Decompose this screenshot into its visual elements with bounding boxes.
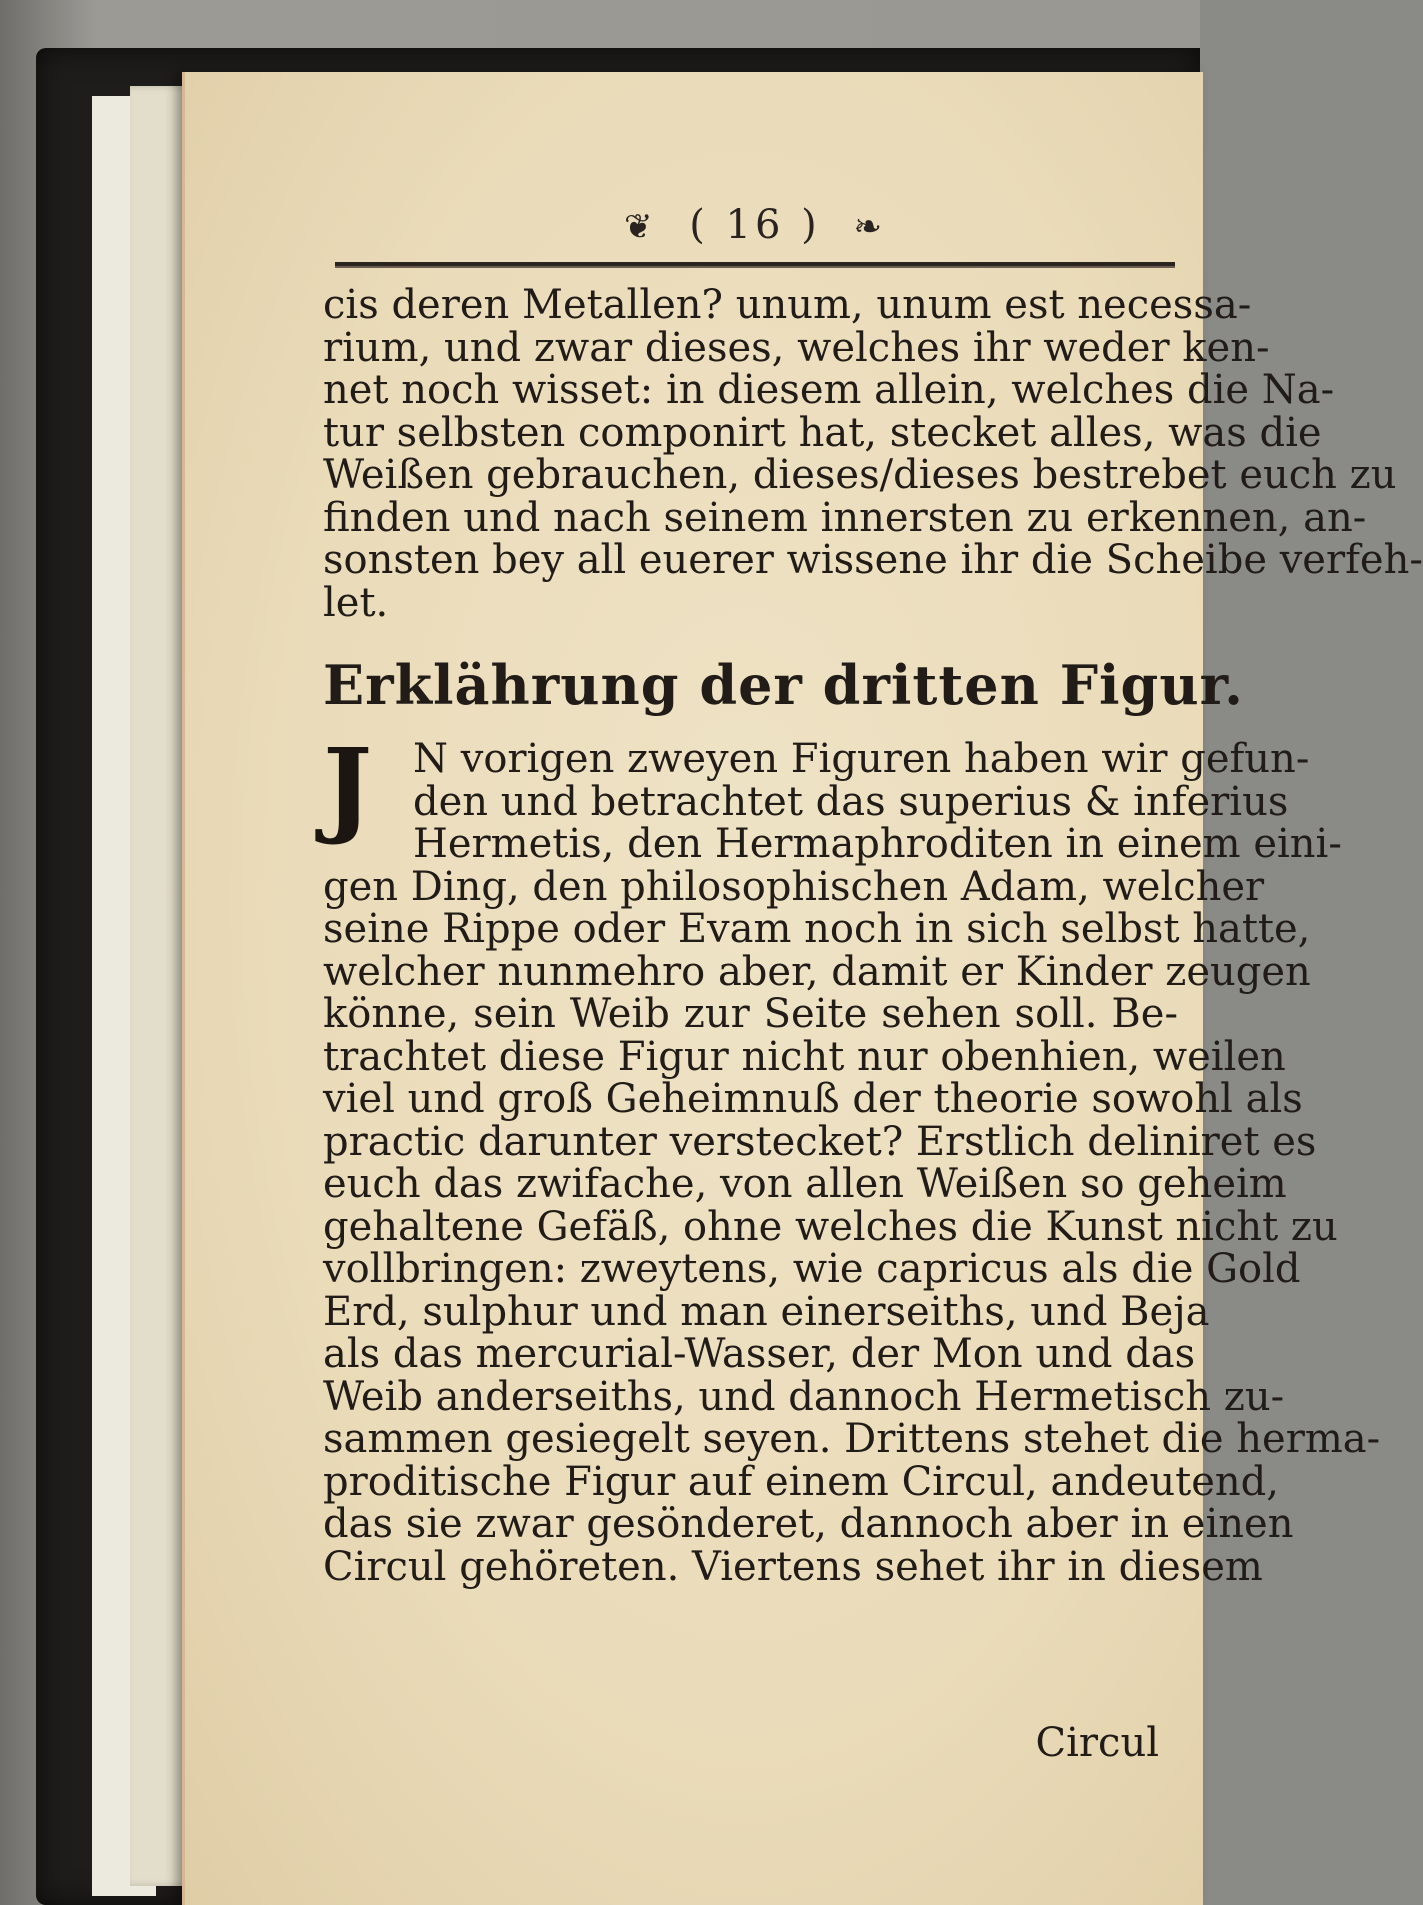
text-line: practic darunter verstecket? Erstlich deliniret es	[323, 1118, 1317, 1165]
text-line: vollbringen: zweytens, wie capricus als die Gold	[323, 1246, 1301, 1292]
text-line: gen Ding, den philosophischen Adam, welcher	[323, 863, 1265, 910]
text-line: Erd, sulphur und man einerseiths, und Beja	[323, 1288, 1210, 1335]
ornament-left-icon: ❦	[624, 207, 657, 247]
text-line: Hermetis, den Hermaphroditen in einem eini-	[413, 821, 1342, 867]
catchword: Circul	[1035, 1720, 1159, 1766]
text-line: Weißen gebrauchen, dieses/dieses bestrebet euch zu	[323, 452, 1397, 498]
body-text	[323, 282, 1423, 1590]
text-line: das sie zwar gesönderet, dannoch aber in einen	[323, 1501, 1294, 1547]
header-rule	[335, 262, 1175, 268]
text-line: als das mercurial-Wasser, der Mon und das	[323, 1331, 1196, 1377]
text-line: sammen gesiegelt seyen. Drittens stehet die herma-	[323, 1416, 1381, 1462]
text-line: N vorigen zweyen Figuren haben wir gefun-	[413, 736, 1310, 782]
text-line: welcher nunmehro aber, damit er Kinder zeugen	[323, 948, 1311, 995]
text-line: viel und groß Geheimnuß der theorie sowohl als	[323, 1076, 1303, 1122]
text-line: finden und nach seinem innersten zu erkennen, an-	[323, 494, 1367, 541]
text-line: sonsten bey all euerer wissene ihr die Scheibe verfeh-	[323, 537, 1423, 583]
text-line: trachtet diese Figur nicht nur obenhien, weilen	[323, 1033, 1286, 1080]
text-line: gehaltene Gefäß, ohne welches die Kunst nicht zu	[323, 1203, 1338, 1250]
section-heading: Erklährung der dritten Figur.	[323, 653, 1244, 717]
page-header	[335, 192, 1175, 282]
text-line: proditische Figur auf einem Circul, andeutend,	[323, 1458, 1279, 1505]
text-line: Circul gehöreten. Viertens sehet ihr in diesem	[323, 1543, 1263, 1590]
page-number	[335, 202, 1175, 248]
text-line: seine Rippe oder Evam noch in sich selbst hatte,	[323, 906, 1311, 952]
text-line: rium, und zwar dieses, welches ihr weder ken-	[323, 324, 1270, 371]
text-line: euch das zwifache, von allen Weißen so geheim	[323, 1161, 1287, 1207]
text-line: könne, sein Weib zur Seite sehen soll. Be-	[323, 991, 1178, 1037]
text-line: cis deren Metallen? unum, unum est necessa-	[323, 282, 1252, 328]
page-sheet	[182, 72, 1423, 1905]
paragraph-1	[323, 282, 1423, 626]
page-number-text: ( 16 )	[689, 202, 821, 248]
text-line: net noch wisset: in diesem allein, welches die Na-	[323, 367, 1335, 413]
text-line: Weib anderseiths, und dannoch Hermetisch zu-	[323, 1373, 1285, 1420]
text-line: tur selbsten componirt hat, stecket alles, was die	[323, 409, 1322, 456]
paragraph-2	[323, 725, 1381, 1590]
ornament-right-icon: ❧	[853, 207, 886, 247]
page-stack	[130, 86, 190, 1886]
drop-cap: J	[323, 725, 373, 848]
text-line: den und betrachtet das superius & inferius	[413, 778, 1289, 825]
text-line: let.	[323, 579, 389, 626]
